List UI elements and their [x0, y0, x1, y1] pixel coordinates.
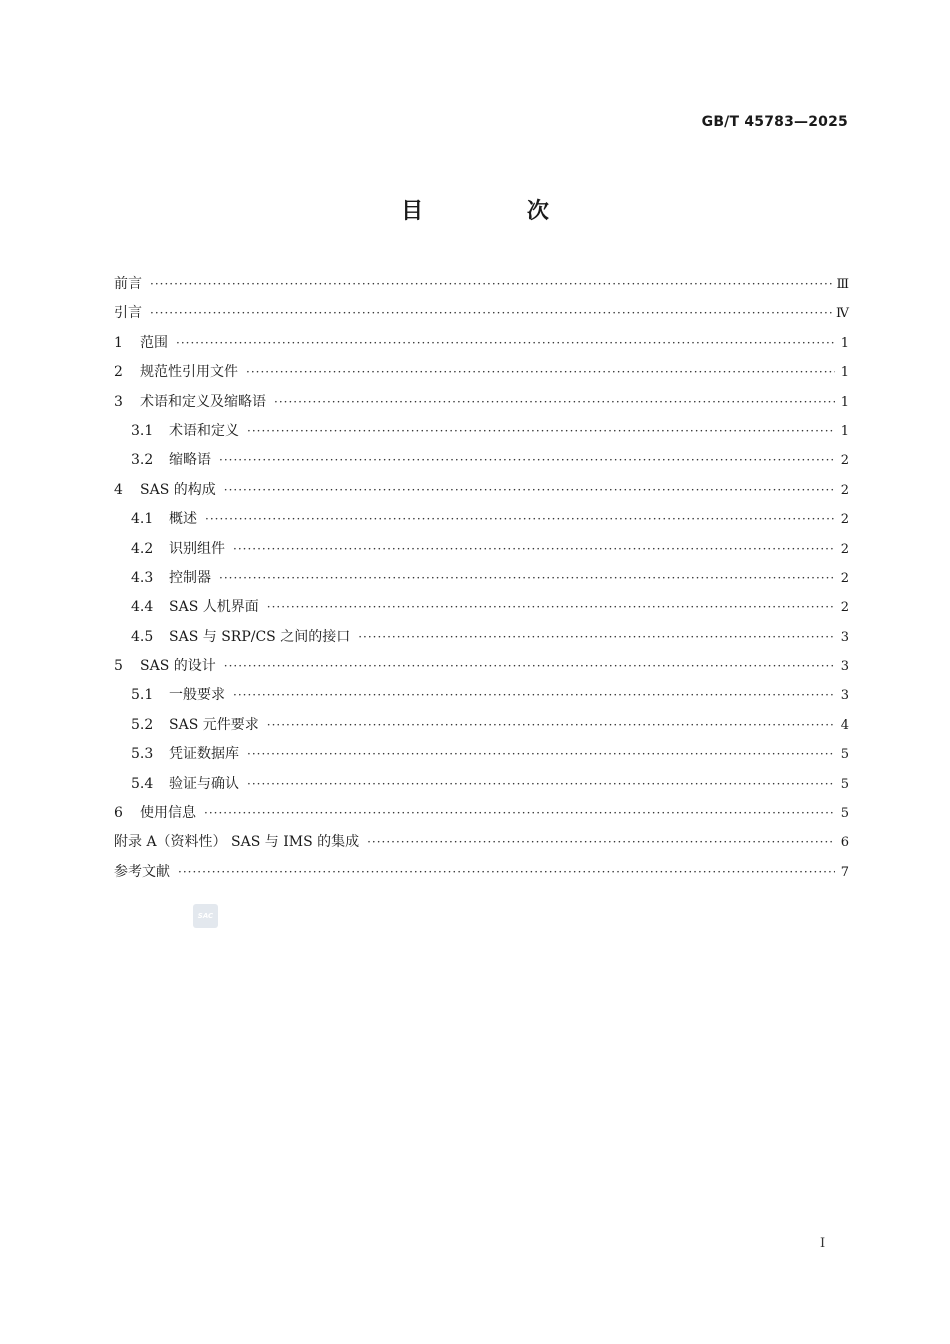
toc-entry-label: 使用信息	[140, 805, 196, 822]
toc-entry-label: 概述	[169, 511, 197, 528]
toc-entry-page: 5	[840, 806, 849, 822]
toc-dot-leader	[246, 358, 835, 387]
toc-dot-leader	[358, 623, 835, 652]
toc-entry-label: 识别组件	[169, 540, 225, 557]
toc-entry-label: 引言	[114, 305, 142, 322]
toc-dot-leader	[224, 652, 835, 681]
toc-entry-page: Ⅲ	[836, 277, 849, 292]
toc-entry-number: 6	[114, 805, 123, 822]
toc-dot-leader	[267, 711, 835, 740]
toc-entry[interactable]	[114, 270, 849, 299]
toc-dot-leader	[267, 593, 835, 622]
toc-entry[interactable]	[114, 799, 849, 828]
toc-entry-page: 2	[840, 512, 849, 528]
toc-entry-page: 7	[840, 864, 849, 880]
toc-entry-number: 4.2	[131, 540, 154, 557]
toc-entry-label: SAS 的设计	[140, 658, 216, 675]
toc-entry-number: 4.4	[131, 599, 154, 616]
toc-entry-page: 2	[840, 600, 849, 616]
toc-entry-label: 控制器	[169, 569, 211, 586]
toc-entry-page: 1	[840, 423, 849, 439]
sac-logo-watermark: SAC	[193, 904, 218, 928]
toc-dot-leader	[233, 681, 835, 710]
toc-entry-page: 2	[840, 570, 849, 586]
toc-entry-page: 2	[840, 482, 849, 498]
toc-entry-label: 前言	[114, 276, 142, 292]
toc-dot-leader	[367, 828, 835, 857]
toc-dot-leader	[247, 417, 835, 446]
toc-entry-number: 3.1	[131, 422, 154, 439]
toc-entry-number: 5.1	[131, 687, 154, 704]
toc-entry[interactable]	[114, 770, 849, 799]
toc-dot-leader	[204, 799, 835, 828]
toc-dot-leader	[150, 299, 832, 328]
toc-entry-label: 一般要求	[169, 687, 225, 704]
toc-dot-leader	[205, 505, 835, 534]
toc-entry[interactable]	[114, 476, 849, 505]
toc-dot-leader	[219, 564, 835, 593]
toc-entry-label: SAS 的构成	[140, 481, 216, 498]
toc-entry[interactable]	[114, 681, 849, 710]
toc-entry-page: 1	[840, 365, 849, 381]
toc-entry-number: 5.4	[131, 775, 154, 792]
toc-entry-label: 范围	[140, 334, 168, 351]
toc-entry-label: 缩略语	[169, 452, 211, 469]
toc-entry-page: 6	[840, 835, 849, 851]
toc-entry[interactable]	[114, 828, 849, 857]
toc-entry-page: 1	[840, 394, 849, 410]
toc-entry[interactable]	[114, 652, 849, 681]
toc-dot-leader	[274, 388, 835, 417]
toc-entry-label: 附录 A（资料性） SAS 与 IMS 的集成	[114, 834, 360, 851]
toc-entry-label: 术语和定义及缩略语	[140, 393, 266, 410]
toc-entry-number: 2	[114, 364, 123, 381]
page-number: I	[820, 1236, 826, 1251]
toc-entry-number: 3.2	[131, 452, 154, 469]
toc-entry-label: SAS 人机界面	[169, 599, 259, 616]
toc-entry[interactable]	[114, 623, 849, 652]
toc-entry-number: 5.3	[131, 746, 154, 763]
toc-entry[interactable]	[114, 593, 849, 622]
toc-entry-label: 验证与确认	[169, 775, 239, 792]
toc-dot-leader	[150, 270, 832, 299]
toc-dot-leader	[247, 740, 835, 769]
toc-dot-leader	[176, 329, 835, 358]
toc-entry[interactable]	[114, 564, 849, 593]
toc-entry-page: 5	[840, 747, 849, 763]
toc-entry[interactable]	[114, 329, 849, 358]
toc-entry[interactable]	[114, 388, 849, 417]
toc-entry-number: 5.2	[131, 716, 154, 733]
page-title: 目 次	[401, 199, 597, 224]
toc-entry-page: Ⅳ	[836, 306, 849, 322]
toc-entry[interactable]	[114, 858, 849, 887]
toc-entry[interactable]	[114, 505, 849, 534]
toc-entry-number: 5	[114, 658, 123, 675]
toc-entry-label: SAS 与 SRP/CS 之间的接口	[169, 628, 351, 645]
toc-entry-label: SAS 元件要求	[169, 716, 259, 733]
toc-entry-label: 凭证数据库	[169, 746, 239, 763]
toc-entry-page: 4	[840, 717, 849, 733]
toc-entry[interactable]	[114, 446, 849, 475]
toc-dot-leader	[178, 858, 835, 887]
toc-entry-page: 3	[840, 629, 849, 645]
toc-entry-number: 4.3	[131, 569, 154, 586]
toc-entry-number: 1	[114, 334, 123, 351]
toc-entry[interactable]	[114, 358, 849, 387]
toc-entry[interactable]	[114, 417, 849, 446]
toc-entry-number: 4.1	[131, 511, 154, 528]
toc-entry[interactable]	[114, 535, 849, 564]
toc-entry[interactable]	[114, 740, 849, 769]
toc-entry[interactable]	[114, 299, 849, 328]
toc-dot-leader	[219, 446, 835, 475]
toc-entry-label: 参考文献	[114, 863, 170, 880]
toc-entry-page: 2	[840, 541, 849, 557]
toc-entry-label: 术语和定义	[169, 422, 239, 439]
toc-dot-leader	[224, 476, 835, 505]
toc-entry[interactable]	[114, 711, 849, 740]
toc-entry-number: 3	[114, 393, 123, 410]
toc-dot-leader	[247, 770, 835, 799]
toc-entry-number: 4	[114, 481, 123, 498]
table-of-contents	[114, 270, 849, 887]
toc-entry-page: 3	[840, 659, 849, 675]
toc-entry-page: 3	[840, 688, 849, 704]
toc-entry-number: 4.5	[131, 628, 154, 645]
toc-dot-leader	[233, 535, 835, 564]
toc-entry-page: 5	[840, 776, 849, 792]
toc-entry-page: 2	[840, 453, 849, 469]
toc-entry-page: 1	[840, 335, 849, 351]
toc-entry-label: 规范性引用文件	[140, 364, 238, 381]
standard-code: GB/T 45783—2025	[701, 114, 848, 130]
